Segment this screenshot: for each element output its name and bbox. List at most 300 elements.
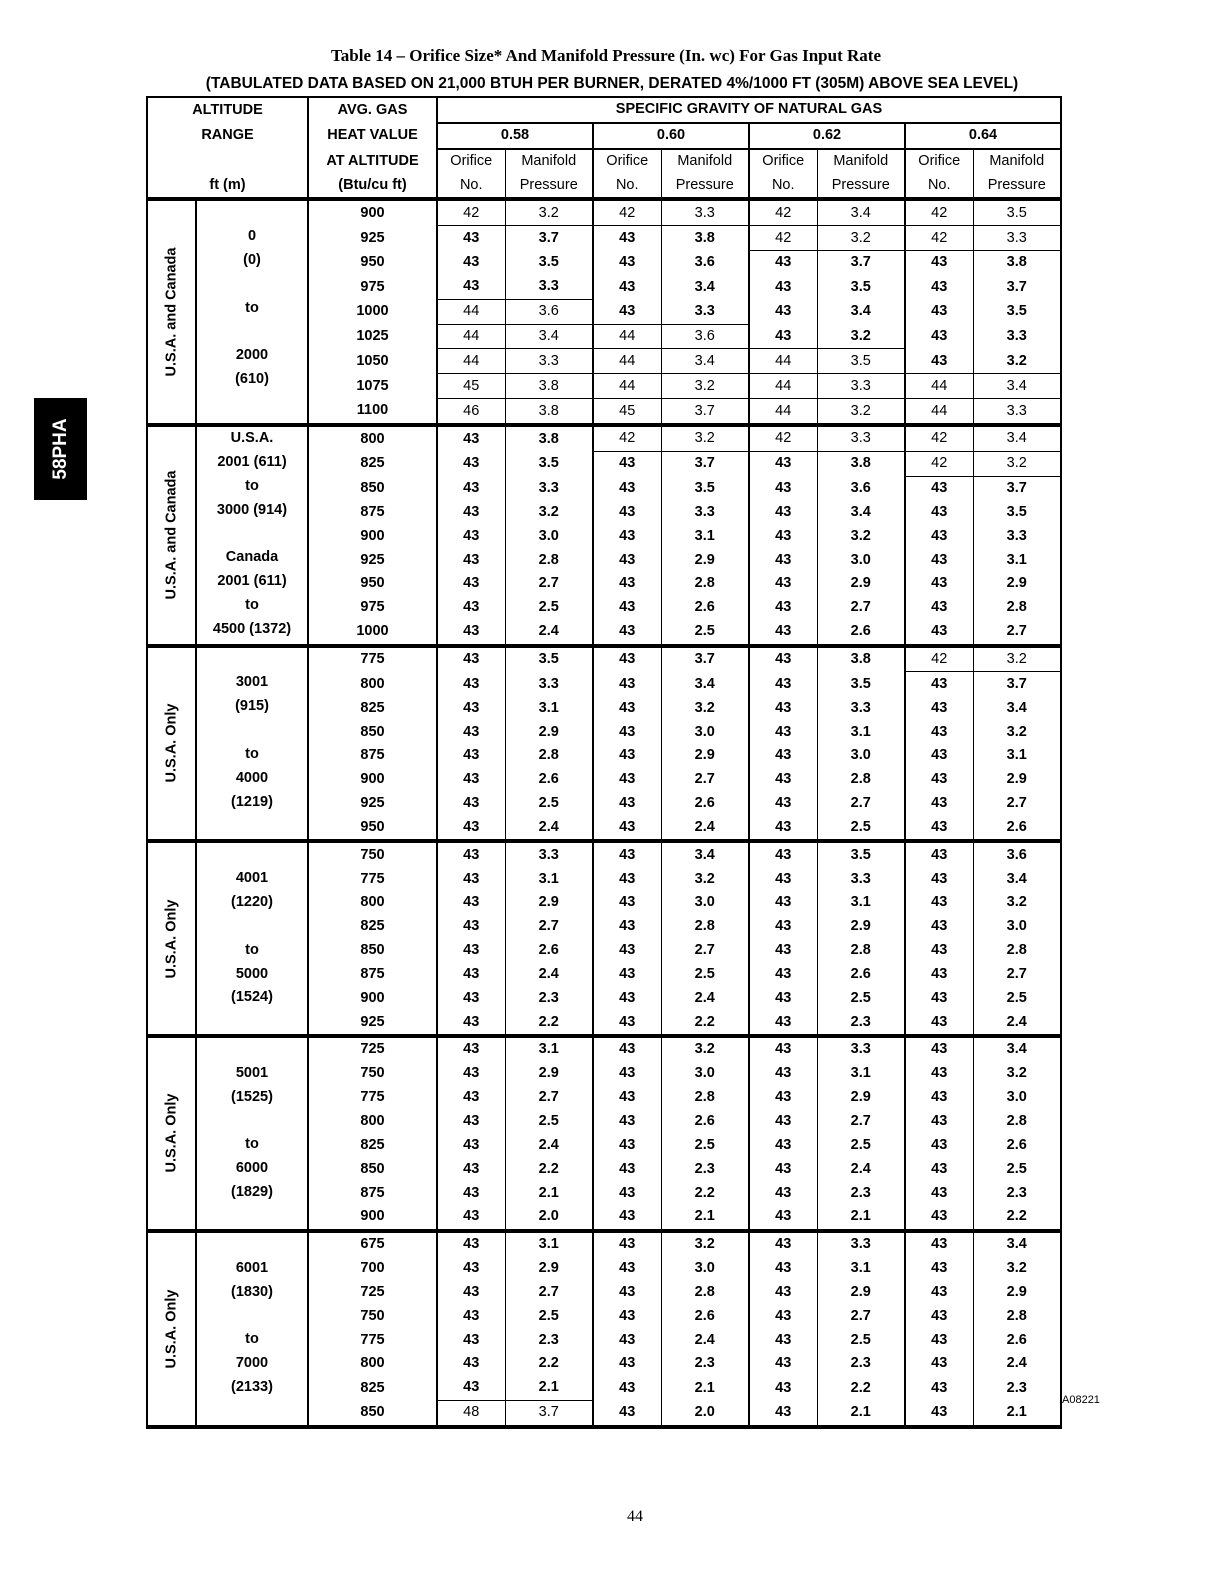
region-label [147,646,196,842]
altitude-range-line: 3001 [235,674,269,691]
manifold-cell: 3.3 [817,696,905,720]
orifice-cell: 43 [437,226,505,251]
orifice-cell: 43 [905,1086,973,1110]
orifice-cell: 43 [437,939,505,963]
heat-value: 775 [308,867,437,891]
altitude-range-line: (1219) [231,793,273,810]
orifice-cell: 43 [749,1376,817,1400]
region-label-text: U.S.A. Only [163,703,179,783]
orifice-cell: 43 [437,815,505,841]
orifice-cell: 43 [905,1133,973,1157]
orifice-cell: 43 [749,1157,817,1181]
orifice-cell: 43 [749,672,817,696]
orifice-cell: 43 [593,1328,661,1352]
manifold-cell: 2.9 [973,768,1061,792]
manifold-cell: 3.5 [973,501,1061,525]
table-subtitle: (TABULATED DATA BASED ON 21,000 BTUH PER BURNER, DERATED 4%/1000 FT (305M) ABOVE SEA LEVEL) [205,75,1019,92]
orifice-cell: 43 [905,299,973,324]
table-row [147,841,1061,867]
altitude-range-line: 0 [247,228,257,245]
orifice-cell: 43 [749,720,817,744]
manifold-cell: 2.7 [817,1110,905,1134]
orifice-cell: 43 [437,768,505,792]
orifice-cell: 43 [437,1281,505,1305]
manifold-cell: 3.1 [505,696,593,720]
manifold-cell: 2.6 [505,939,593,963]
orifice-cell: 44 [593,324,661,349]
altitude-range-line [197,392,307,416]
orifice-cell: 44 [437,324,505,349]
manifold-cell: 3.5 [973,199,1061,225]
heat-value: 875 [308,744,437,768]
side-tab-label: 58PHA [49,418,71,480]
side-tab [34,398,87,500]
manifold-cell: 2.3 [661,1157,749,1181]
manifold-cell: 2.9 [661,548,749,572]
orifice-cell: 43 [593,451,661,476]
manifold-cell: 2.5 [817,815,905,841]
manifold-cell: 2.9 [505,720,593,744]
orifice-cell: 43 [905,1400,973,1426]
orifice-cell: 43 [905,1205,973,1231]
altitude-range-line: (0) [243,252,261,269]
heat-value: 825 [308,1376,437,1400]
heat-value: 900 [308,986,437,1010]
orifice-cell: 43 [593,1181,661,1205]
orifice-cell: 43 [593,646,661,672]
manifold-cell: 3.5 [505,251,593,275]
orifice-table [146,96,1062,1429]
manifold-cell: 3.7 [661,399,749,425]
orifice-cell: 43 [749,1086,817,1110]
manifold-cell: 2.8 [661,572,749,596]
orifice-cell: 43 [593,891,661,915]
heat-unit: (Btu/cu ft) [308,174,437,200]
manifold-cell: 3.8 [505,425,593,451]
orifice-cell: 43 [749,841,817,867]
manifold-cell: 3.4 [973,1036,1061,1062]
manifold-cell: 2.6 [661,1304,749,1328]
altitude-range-line: 7000 [235,1355,269,1372]
orifice-cell: 43 [593,275,661,299]
orifice-cell: 44 [749,349,817,374]
region-label [147,1231,196,1427]
manifold-header: Manifold [973,149,1061,174]
manifold-cell: 2.1 [817,1400,905,1426]
orifice-cell: 43 [437,572,505,596]
manifold-cell: 3.4 [661,349,749,374]
manifold-cell: 2.6 [973,1133,1061,1157]
orifice-cell: 43 [593,939,661,963]
manifold-cell: 3.3 [973,324,1061,349]
heat-value: 1025 [308,324,437,349]
manifold-cell: 2.9 [973,572,1061,596]
manifold-header: Pressure [973,174,1061,200]
orifice-cell: 44 [437,299,505,324]
orifice-cell: 43 [749,986,817,1010]
manifold-cell: 3.5 [973,299,1061,324]
orifice-cell: 43 [437,646,505,672]
manifold-cell: 3.1 [973,744,1061,768]
orifice-cell: 43 [749,1231,817,1257]
orifice-cell: 48 [437,1400,505,1426]
heat-value: 875 [308,1181,437,1205]
orifice-cell: 43 [593,476,661,500]
orifice-cell: 43 [905,672,973,696]
orifice-cell: 43 [905,915,973,939]
heat-value: 825 [308,1133,437,1157]
heat-value: 825 [308,696,437,720]
manifold-cell: 3.2 [661,867,749,891]
heat-value: 900 [308,524,437,548]
orifice-cell: 43 [905,792,973,816]
orifice-cell: 43 [437,1257,505,1281]
orifice-cell: 43 [437,1086,505,1110]
orifice-cell: 43 [749,1036,817,1062]
manifold-cell: 2.3 [973,1181,1061,1205]
manifold-cell: 3.3 [505,672,593,696]
manifold-cell: 2.2 [505,1157,593,1181]
manifold-cell: 2.4 [505,815,593,841]
altitude-range-line: to [245,477,259,494]
manifold-cell: 3.3 [817,1231,905,1257]
manifold-cell: 3.1 [505,867,593,891]
manifold-cell: 2.5 [505,1110,593,1134]
manifold-cell: 3.0 [661,720,749,744]
heat-value: 850 [308,720,437,744]
manifold-cell: 2.4 [661,1328,749,1352]
manifold-cell: 2.8 [505,744,593,768]
orifice-cell: 43 [593,720,661,744]
manifold-cell: 3.3 [973,524,1061,548]
heat-value: 1100 [308,399,437,425]
manifold-cell: 2.7 [973,792,1061,816]
manifold-cell: 2.6 [973,815,1061,841]
manifold-cell: 3.1 [817,720,905,744]
manifold-cell: 3.2 [973,720,1061,744]
orifice-cell: 43 [593,696,661,720]
manifold-cell: 2.1 [505,1376,593,1400]
heat-value: 900 [308,199,437,225]
manifold-cell: 3.7 [817,251,905,275]
orifice-cell: 43 [905,349,973,374]
heat-value: 825 [308,451,437,476]
heat-value: 925 [308,792,437,816]
heat-value: 750 [308,1304,437,1328]
table-header [147,97,1061,199]
manifold-cell: 2.3 [817,1181,905,1205]
manifold-cell: 3.3 [973,399,1061,425]
altitude-header-line2: RANGE [147,123,308,149]
manifold-cell: 2.9 [505,1257,593,1281]
manifold-cell: 3.5 [817,349,905,374]
manifold-cell: 3.2 [817,324,905,349]
page-number: 44 [627,1508,643,1525]
orifice-cell: 43 [749,548,817,572]
altitude-range-line: 3000 (914) [216,501,288,518]
altitude-range-line [197,1304,307,1328]
heat-value: 950 [308,815,437,841]
orifice-cell: 43 [437,915,505,939]
sg-value: 0.62 [749,123,905,149]
altitude-range-line: to [245,1136,259,1153]
manifold-cell: 3.8 [973,251,1061,275]
orifice-cell: 43 [905,596,973,620]
heat-value: 900 [308,768,437,792]
orifice-cell: 43 [749,1133,817,1157]
orifice-cell: 43 [749,696,817,720]
altitude-range-line: 4000 [235,769,269,786]
orifice-cell: 43 [905,963,973,987]
manifold-cell: 2.4 [973,1352,1061,1376]
manifold-cell: 3.3 [661,501,749,525]
manifold-header: Manifold [661,149,749,174]
manifold-cell: 2.3 [505,986,593,1010]
region-label-text: U.S.A. Only [163,1093,179,1173]
orifice-header: Orifice [905,149,973,174]
orifice-cell: 43 [749,1352,817,1376]
altitude-range-line: to [245,596,259,613]
orifice-cell: 42 [905,226,973,251]
heat-value: 900 [308,1205,437,1231]
orifice-header: No. [437,174,505,200]
orifice-cell: 42 [593,199,661,225]
manifold-cell: 3.4 [817,199,905,225]
sg-header: SPECIFIC GRAVITY OF NATURAL GAS [437,97,1061,123]
altitude-range-line: to [245,1331,259,1348]
orifice-header: No. [593,174,661,200]
orifice-cell: 43 [593,792,661,816]
orifice-cell: 43 [437,451,505,476]
altitude-range-line [197,1205,307,1229]
orifice-cell: 44 [905,399,973,425]
manifold-cell: 3.0 [661,1062,749,1086]
table-row [147,1036,1061,1062]
manifold-cell: 3.3 [505,275,593,299]
manifold-cell: 2.6 [661,792,749,816]
manifold-cell: 3.3 [505,349,593,374]
orifice-cell: 42 [749,199,817,225]
manifold-cell: 3.7 [661,646,749,672]
altitude-range [196,199,308,425]
orifice-cell: 44 [593,349,661,374]
orifice-cell: 43 [437,476,505,500]
altitude-range-line: 2000 [235,347,269,364]
orifice-cell: 43 [905,548,973,572]
orifice-cell: 43 [437,867,505,891]
orifice-cell: 43 [905,1304,973,1328]
altitude-header-line1: ALTITUDE [147,97,308,123]
orifice-cell: 43 [749,451,817,476]
manifold-header: Pressure [661,174,749,200]
heat-value: 1000 [308,620,437,646]
orifice-cell: 43 [749,1110,817,1134]
orifice-cell: 43 [437,891,505,915]
orifice-cell: 43 [593,744,661,768]
heat-value: 875 [308,501,437,525]
altitude-range-line: (1829) [231,1184,273,1201]
orifice-cell: 43 [749,251,817,275]
altitude-range-line: U.S.A. [230,429,274,446]
manifold-cell: 3.2 [973,646,1061,672]
altitude-range-line [197,648,307,672]
manifold-cell: 2.6 [817,963,905,987]
manifold-cell: 2.3 [817,1352,905,1376]
manifold-cell: 3.2 [817,226,905,251]
orifice-cell: 43 [905,1281,973,1305]
heat-value: 825 [308,915,437,939]
manifold-cell: 3.0 [661,891,749,915]
manifold-cell: 3.8 [817,646,905,672]
altitude-range-line: 5000 [235,965,269,982]
orifice-cell: 43 [437,425,505,451]
manifold-cell: 2.9 [661,744,749,768]
altitude-range-line: (1524) [231,989,273,1006]
manifold-cell: 3.5 [661,476,749,500]
manifold-cell: 3.4 [973,867,1061,891]
altitude-range-line [197,1233,307,1257]
orifice-cell: 43 [905,815,973,841]
orifice-header: No. [749,174,817,200]
orifice-cell: 43 [437,672,505,696]
sg-value: 0.60 [593,123,749,149]
orifice-cell: 43 [593,1376,661,1400]
manifold-cell: 2.4 [505,620,593,646]
orifice-cell: 43 [749,524,817,548]
orifice-cell: 43 [593,251,661,275]
manifold-cell: 2.8 [817,939,905,963]
manifold-cell: 2.3 [817,1010,905,1036]
orifice-cell: 43 [905,1062,973,1086]
manifold-cell: 2.5 [817,1133,905,1157]
heat-value: 725 [308,1281,437,1305]
orifice-cell: 43 [749,1010,817,1036]
manifold-cell: 2.1 [817,1205,905,1231]
manifold-cell: 2.7 [505,915,593,939]
manifold-cell: 3.5 [817,275,905,299]
orifice-cell: 43 [749,299,817,324]
orifice-cell: 43 [437,548,505,572]
manifold-cell: 2.9 [817,1086,905,1110]
orifice-cell: 43 [593,1036,661,1062]
manifold-cell: 2.5 [661,620,749,646]
manifold-cell: 2.5 [817,1328,905,1352]
orifice-cell: 43 [905,1181,973,1205]
altitude-range-line: 2001 (611) [217,573,287,590]
manifold-cell: 2.1 [661,1376,749,1400]
manifold-cell: 2.6 [505,768,593,792]
manifold-cell: 3.1 [817,891,905,915]
orifice-cell: 43 [593,548,661,572]
manifold-cell: 3.0 [817,548,905,572]
manifold-cell: 3.3 [817,867,905,891]
region-label [147,199,196,425]
orifice-cell: 43 [593,1157,661,1181]
orifice-cell: 43 [593,1257,661,1281]
manifold-cell: 3.2 [817,524,905,548]
altitude-range [196,646,308,842]
manifold-cell: 3.2 [661,425,749,451]
manifold-cell: 3.1 [817,1257,905,1281]
orifice-cell: 43 [905,696,973,720]
orifice-cell: 43 [437,275,505,299]
manifold-cell: 3.3 [505,841,593,867]
manifold-cell: 3.4 [817,501,905,525]
altitude-range-line: (1830) [231,1283,273,1300]
manifold-cell: 3.4 [505,324,593,349]
region-label-text: U.S.A. and Canada [163,470,179,600]
manifold-cell: 2.4 [505,1133,593,1157]
orifice-cell: 42 [905,646,973,672]
orifice-cell: 45 [593,399,661,425]
header-blank [147,149,308,174]
manifold-cell: 3.5 [817,672,905,696]
manifold-cell: 3.3 [661,199,749,225]
orifice-cell: 43 [437,251,505,275]
manifold-cell: 3.1 [973,548,1061,572]
orifice-cell: 43 [593,572,661,596]
orifice-cell: 43 [749,572,817,596]
manifold-cell: 2.7 [973,620,1061,646]
manifold-cell: 2.9 [973,1281,1061,1305]
orifice-cell: 42 [905,451,973,476]
region-label-text: U.S.A. and Canada [163,247,179,377]
orifice-cell: 43 [437,696,505,720]
manifold-cell: 3.1 [505,1036,593,1062]
heat-value: 800 [308,891,437,915]
orifice-cell: 43 [437,1352,505,1376]
manifold-cell: 3.2 [817,399,905,425]
manifold-cell: 3.2 [661,696,749,720]
manifold-cell: 3.7 [505,226,593,251]
manifold-cell: 2.8 [661,1086,749,1110]
orifice-cell: 43 [593,596,661,620]
heat-value: 925 [308,548,437,572]
orifice-cell: 43 [437,1304,505,1328]
orifice-cell: 43 [437,1110,505,1134]
orifice-cell: 43 [437,1205,505,1231]
orifice-cell: 43 [749,1304,817,1328]
figure-code: A08221 [1062,1394,1100,1406]
manifold-cell: 2.4 [661,986,749,1010]
manifold-cell: 2.5 [817,986,905,1010]
orifice-cell: 43 [749,815,817,841]
manifold-cell: 2.7 [817,596,905,620]
orifice-cell: 42 [437,199,505,225]
orifice-cell: 43 [437,1010,505,1036]
manifold-cell: 2.8 [973,1304,1061,1328]
altitude-range-line [197,1400,307,1424]
heat-value: 775 [308,646,437,672]
orifice-cell: 42 [749,425,817,451]
orifice-cell: 43 [905,501,973,525]
manifold-cell: 2.6 [661,1110,749,1134]
manifold-cell: 2.8 [973,1110,1061,1134]
altitude-range-line: 6001 [235,1259,269,1276]
orifice-cell: 43 [437,1036,505,1062]
orifice-cell: 42 [905,199,973,225]
region-label [147,425,196,646]
orifice-cell: 43 [437,963,505,987]
region-label-text: U.S.A. Only [163,899,179,979]
orifice-header: Orifice [437,149,505,174]
heat-value: 725 [308,1036,437,1062]
manifold-cell: 3.0 [973,915,1061,939]
altitude-range-line: 4500 (1372) [212,620,292,637]
altitude-range [196,841,308,1036]
manifold-cell: 3.2 [505,199,593,225]
orifice-cell: 43 [749,768,817,792]
